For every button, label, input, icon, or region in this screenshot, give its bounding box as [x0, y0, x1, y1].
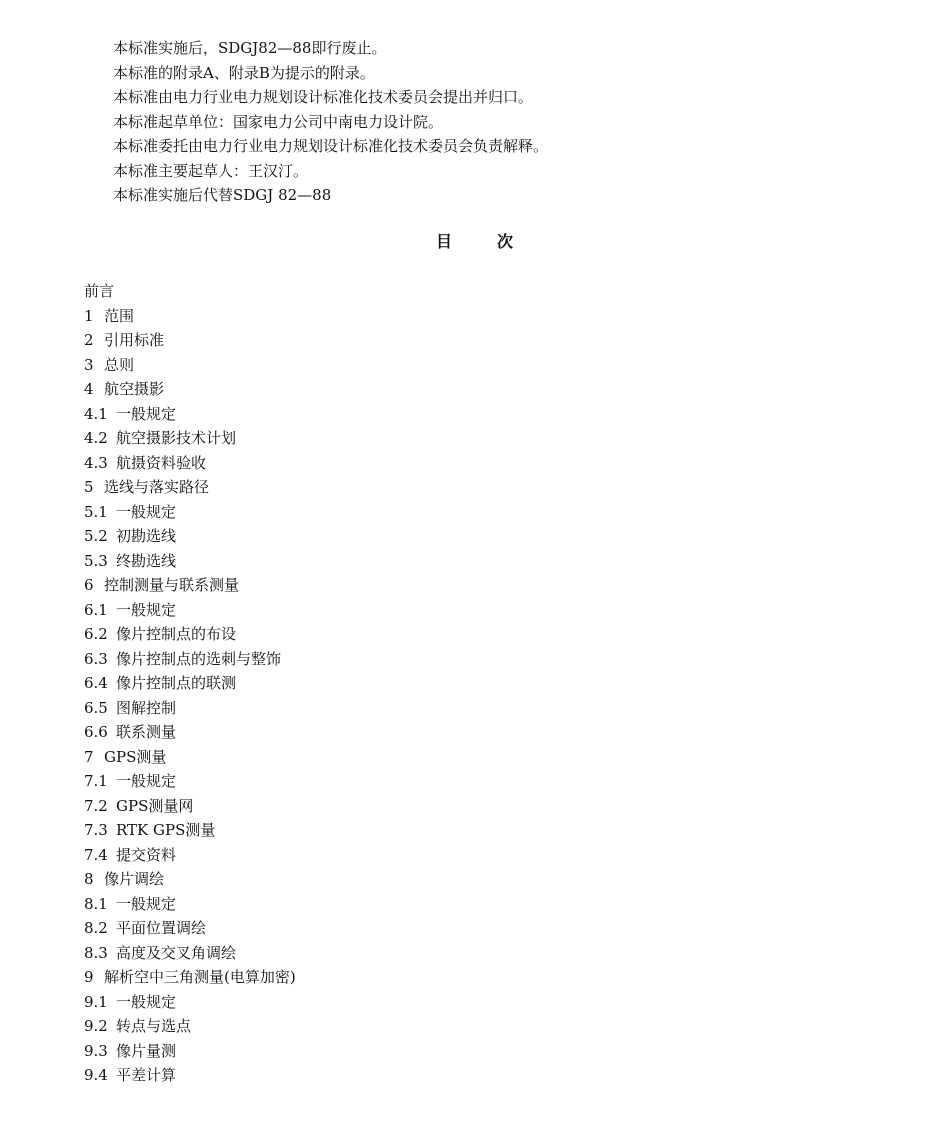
- intro-line: 本标准委托由电力行业电力规划设计标准化技术委员会负责解释。: [113, 137, 549, 155]
- toc-entry-number: 6.6: [84, 723, 108, 741]
- toc-entry[interactable]: [84, 500, 904, 525]
- toc-entry[interactable]: [84, 843, 904, 868]
- intro-line: 本标准实施后，SDGJ82—88即行废止。: [113, 39, 387, 57]
- toc-entry-number: 9.3: [84, 1041, 108, 1060]
- toc-entry-number: 9.2: [84, 1017, 108, 1035]
- toc-entry-number: 7: [84, 747, 94, 766]
- toc-entry-number: 8.1: [84, 894, 108, 913]
- toc-entry[interactable]: [84, 524, 904, 549]
- toc-entry-title: 提交资料: [116, 845, 177, 864]
- toc-entry[interactable]: [84, 818, 904, 843]
- toc-entry-title: 像片控制点的选刺与整饰: [116, 649, 282, 668]
- toc-entry-number: 4.3: [84, 453, 108, 472]
- toc-entry[interactable]: [84, 671, 904, 696]
- toc-entry[interactable]: [84, 451, 904, 476]
- intro-line: 本标准实施后代替SDGJ 82—88: [113, 186, 332, 204]
- toc-entry-title: 终勘选线: [116, 551, 177, 570]
- toc-entry-number: 6.5: [84, 698, 108, 717]
- toc-entry[interactable]: [84, 720, 904, 745]
- toc-entry[interactable]: [84, 696, 904, 721]
- toc-entry-number: 6.3: [84, 649, 108, 668]
- toc-entry[interactable]: [84, 1039, 904, 1064]
- toc-entry[interactable]: [84, 279, 904, 304]
- toc-entry-title: 一般规定: [116, 502, 177, 521]
- toc-entry-number: 7.3: [84, 821, 108, 839]
- toc-entry-number: 5.1: [84, 502, 108, 521]
- toc-entry-title: 选线与落实路径: [104, 478, 210, 496]
- toc-entry[interactable]: [84, 794, 904, 819]
- toc-entry[interactable]: [84, 941, 904, 966]
- toc-entry[interactable]: [84, 549, 904, 574]
- toc-title-right: 次: [497, 232, 515, 251]
- intro-line: 本标准由电力行业电力规划设计标准化技术委员会提出并归口。: [113, 88, 534, 106]
- toc-entry[interactable]: [84, 916, 904, 941]
- toc-entry[interactable]: [84, 377, 904, 402]
- toc-entry-title: 像片调绘: [104, 870, 165, 888]
- toc-entry[interactable]: [84, 867, 904, 892]
- toc-entry-title: 平差计算: [116, 1066, 177, 1084]
- toc-entry-title: 一般规定: [116, 772, 177, 790]
- toc-entry[interactable]: [84, 745, 904, 770]
- toc-entry-number: 9.1: [84, 992, 108, 1011]
- toc-entry-number: 8.3: [84, 943, 108, 962]
- toc-entry-title: 一般规定: [116, 992, 177, 1011]
- toc-entry-title: 控制测量与联系测量: [104, 576, 240, 594]
- toc-entry-title: 平面位置调绘: [116, 919, 207, 937]
- toc-entry-title: 总则: [104, 355, 135, 374]
- toc-entry-number: 4.2: [84, 429, 108, 447]
- toc-entry[interactable]: [84, 475, 904, 500]
- toc-entry-title: 高度及交叉角调绘: [116, 943, 237, 962]
- toc-entry-number: 7.2: [84, 796, 108, 815]
- toc-entry[interactable]: [84, 1063, 904, 1088]
- intro-paragraphs: [113, 36, 913, 208]
- toc-entry-title: 解析空中三角测量(电算加密): [104, 968, 296, 986]
- toc-entry[interactable]: [84, 622, 904, 647]
- toc-entry-number: 5: [84, 478, 94, 496]
- toc-entry-title: 像片量测: [116, 1041, 177, 1060]
- toc-title: [0, 230, 950, 254]
- toc-entry[interactable]: [84, 769, 904, 794]
- toc-entry-number: 4: [84, 380, 94, 398]
- toc-entry-title: 像片控制点的联测: [116, 674, 237, 692]
- toc-entry-title: 一般规定: [116, 404, 177, 423]
- toc-title-left: 目: [435, 232, 453, 251]
- toc-entry-number: 9: [84, 968, 94, 986]
- toc-entry-number: 5.2: [84, 527, 108, 545]
- toc-entry-number: 6: [84, 576, 94, 594]
- toc-entry-title: 一般规定: [116, 600, 177, 619]
- toc-entry[interactable]: [84, 353, 904, 378]
- toc-entry[interactable]: [84, 573, 904, 598]
- toc-entry-title: 前言: [84, 282, 115, 300]
- toc-entry-number: 5.3: [84, 551, 108, 570]
- toc-entry-number: 6.4: [84, 674, 108, 692]
- toc-entry-title: 图解控制: [116, 698, 177, 717]
- toc-entry[interactable]: [84, 402, 904, 427]
- toc-entry[interactable]: [84, 892, 904, 917]
- toc-entry-title: 初勘选线: [116, 527, 177, 545]
- toc-entry[interactable]: [84, 647, 904, 672]
- toc-entry-title: 引用标准: [104, 331, 165, 349]
- intro-line: 本标准主要起草人：王汉汀。: [113, 161, 309, 180]
- toc-entry[interactable]: [84, 426, 904, 451]
- toc-entry-title: 联系测量: [116, 723, 177, 741]
- toc-entry[interactable]: [84, 1014, 904, 1039]
- toc-entry-number: 6.2: [84, 625, 108, 643]
- toc-entry-title: GPS测量: [104, 747, 167, 766]
- toc-entry-title: 范围: [104, 306, 135, 325]
- toc-entry-title: 航空摄影技术计划: [116, 429, 237, 447]
- toc-entry-number: 4.1: [84, 404, 108, 423]
- toc-entry-title: 像片控制点的布设: [116, 625, 237, 643]
- toc-entry-title: 航摄资料验收: [116, 453, 207, 472]
- toc-entry-title: GPS测量网: [116, 796, 194, 815]
- toc-entry-title: 一般规定: [116, 894, 177, 913]
- toc-entry[interactable]: [84, 328, 904, 353]
- toc-entry-title: 航空摄影: [104, 380, 165, 398]
- toc-entry-number: 7.1: [84, 772, 108, 790]
- intro-line: 本标准的附录A、附录B为提示的附录。: [113, 63, 375, 82]
- toc-entry-number: 7.4: [84, 845, 108, 864]
- toc-entry-title: RTK GPS测量: [116, 821, 216, 839]
- toc-entry-number: 2: [84, 331, 94, 349]
- intro-line: 本标准起草单位：国家电力公司中南电力设计院。: [113, 112, 444, 131]
- toc-entry[interactable]: [84, 965, 904, 990]
- toc-entry-title: 转点与选点: [116, 1017, 192, 1035]
- toc-entry-number: 9.4: [84, 1066, 108, 1084]
- table-of-contents: [84, 279, 904, 1088]
- toc-entry-number: 8: [84, 870, 94, 888]
- toc-entry-number: 3: [84, 355, 94, 374]
- toc-entry[interactable]: [84, 990, 904, 1015]
- toc-entry[interactable]: [84, 598, 904, 623]
- toc-entry[interactable]: [84, 304, 904, 329]
- toc-entry-number: 6.1: [84, 600, 108, 619]
- toc-entry-number: 1: [84, 306, 94, 325]
- toc-entry-number: 8.2: [84, 919, 108, 937]
